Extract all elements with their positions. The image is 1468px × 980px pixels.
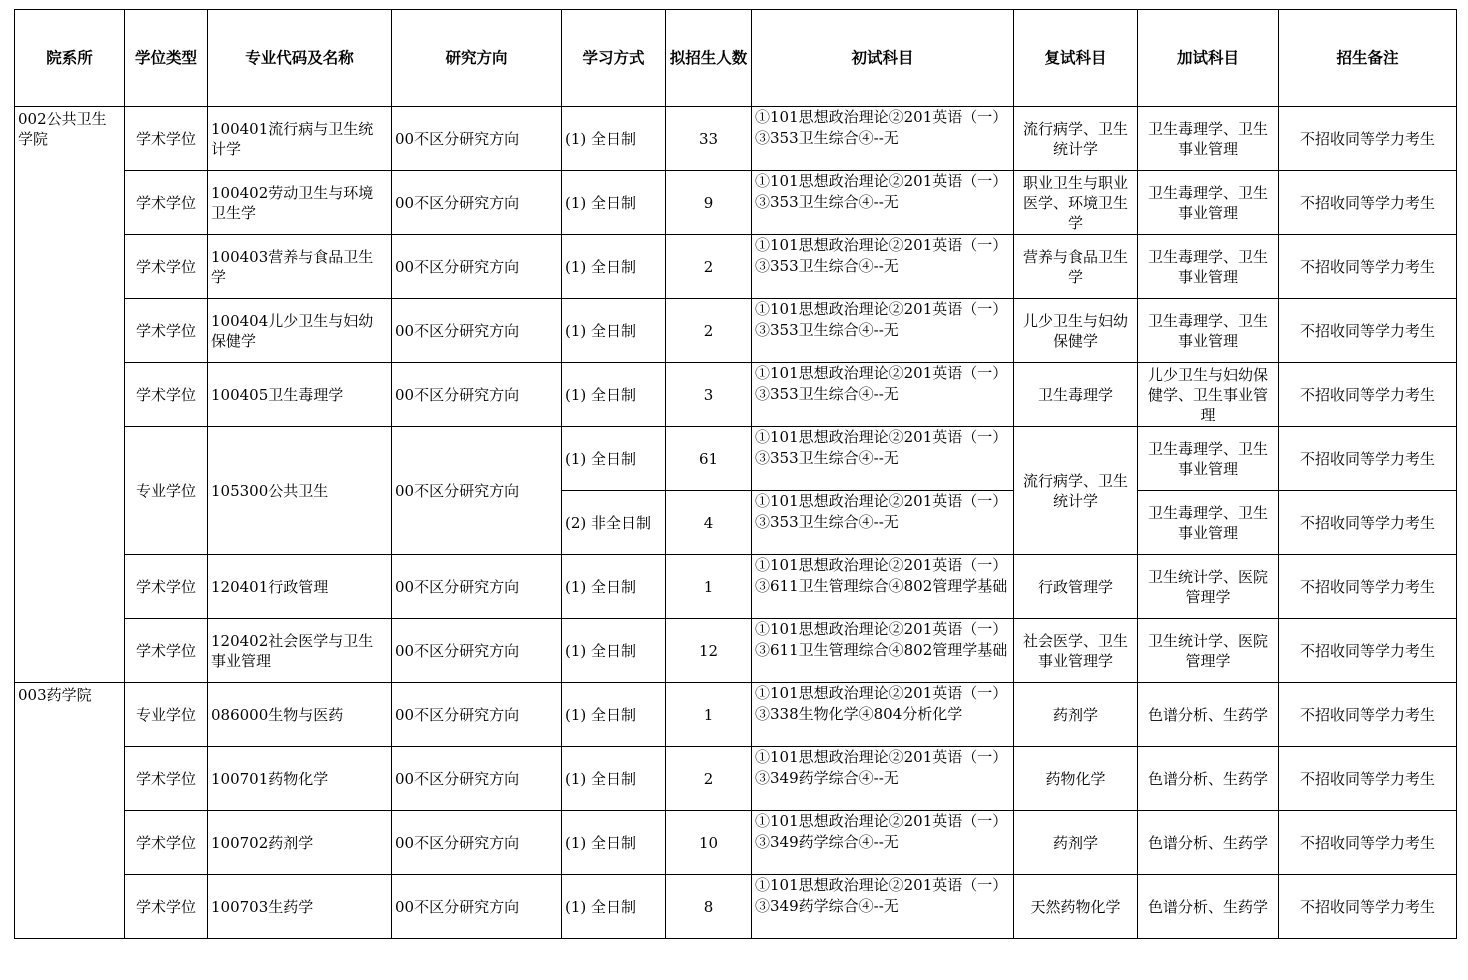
- extra-cell: 卫生毒理学、卫生事业管理: [1138, 171, 1279, 235]
- note-cell: 不招收同等学力考生: [1279, 811, 1457, 875]
- note-cell: 不招收同等学力考生: [1279, 427, 1457, 491]
- header-quota: 拟招生人数: [666, 10, 752, 107]
- degree-cell: 学术学位: [125, 171, 208, 235]
- table-row: [15, 683, 1457, 747]
- extra-cell: 色谱分析、生药学: [1138, 875, 1279, 939]
- header-extra: 加试科目: [1138, 10, 1279, 107]
- retest-cell: 流行病学、卫生统计学: [1014, 427, 1138, 555]
- degree-cell: 学术学位: [125, 235, 208, 299]
- quota-cell: 12: [666, 619, 752, 683]
- retest-cell: 流行病学、卫生统计学: [1014, 107, 1138, 171]
- exam-cell: ①101思想政治理论②201英语（一）③338生物化学④804分析化学: [752, 683, 1014, 747]
- school-cell: 002公共卫生学院: [15, 107, 125, 683]
- direction-cell: 00不区分研究方向: [392, 555, 562, 619]
- degree-cell: 专业学位: [125, 683, 208, 747]
- major-cell: 100404儿少卫生与妇幼保健学: [208, 299, 392, 363]
- mode-cell: (1) 全日制: [562, 107, 666, 171]
- degree-cell: 学术学位: [125, 299, 208, 363]
- exam-cell: ①101思想政治理论②201英语（一）③353卫生综合④--无: [752, 107, 1014, 171]
- major-cell: 100403营养与食品卫生学: [208, 235, 392, 299]
- major-cell: 086000生物与医药: [208, 683, 392, 747]
- exam-cell: ①101思想政治理论②201英语（一）③353卫生综合④--无: [752, 427, 1014, 491]
- quota-cell: 2: [666, 299, 752, 363]
- note-cell: 不招收同等学力考生: [1279, 875, 1457, 939]
- header-exam: 初试科目: [752, 10, 1014, 107]
- retest-cell: 药物化学: [1014, 747, 1138, 811]
- mode-cell: (1) 全日制: [562, 811, 666, 875]
- table-row: [15, 555, 1457, 619]
- retest-cell: 药剂学: [1014, 811, 1138, 875]
- quota-cell: 4: [666, 491, 752, 555]
- direction-cell: 00不区分研究方向: [392, 619, 562, 683]
- extra-cell: 色谱分析、生药学: [1138, 811, 1279, 875]
- major-cell: 100402劳动卫生与环境卫生学: [208, 171, 392, 235]
- major-cell: 100702药剂学: [208, 811, 392, 875]
- major-cell: 120401行政管理: [208, 555, 392, 619]
- mode-cell: (2) 非全日制: [562, 491, 666, 555]
- retest-cell: 卫生毒理学: [1014, 363, 1138, 427]
- quota-cell: 8: [666, 875, 752, 939]
- extra-cell: 卫生毒理学、卫生事业管理: [1138, 491, 1279, 555]
- mode-cell: (1) 全日制: [562, 235, 666, 299]
- note-cell: 不招收同等学力考生: [1279, 747, 1457, 811]
- mode-cell: (1) 全日制: [562, 299, 666, 363]
- retest-cell: 儿少卫生与妇幼保健学: [1014, 299, 1138, 363]
- direction-cell: 00不区分研究方向: [392, 363, 562, 427]
- table-row: [15, 747, 1457, 811]
- mode-cell: (1) 全日制: [562, 427, 666, 491]
- exam-cell: ①101思想政治理论②201英语（一）③353卫生综合④--无: [752, 363, 1014, 427]
- table-row: [15, 171, 1457, 235]
- quota-cell: 1: [666, 683, 752, 747]
- table-row: [15, 619, 1457, 683]
- extra-cell: 儿少卫生与妇幼保健学、卫生事业管理: [1138, 363, 1279, 427]
- quota-cell: 2: [666, 747, 752, 811]
- extra-cell: 卫生统计学、医院管理学: [1138, 555, 1279, 619]
- header-retest: 复试科目: [1014, 10, 1138, 107]
- note-cell: 不招收同等学力考生: [1279, 235, 1457, 299]
- mode-cell: (1) 全日制: [562, 747, 666, 811]
- degree-cell: 学术学位: [125, 363, 208, 427]
- exam-cell: ①101思想政治理论②201英语（一）③353卫生综合④--无: [752, 491, 1014, 555]
- header-degree-type: 学位类型: [125, 10, 208, 107]
- exam-cell: ①101思想政治理论②201英语（一）③353卫生综合④--无: [752, 171, 1014, 235]
- note-cell: 不招收同等学力考生: [1279, 619, 1457, 683]
- header-notes: 招生备注: [1279, 10, 1457, 107]
- retest-cell: 药剂学: [1014, 683, 1138, 747]
- degree-cell: 学术学位: [125, 619, 208, 683]
- direction-cell: 00不区分研究方向: [392, 683, 562, 747]
- table-row: [15, 363, 1457, 427]
- note-cell: 不招收同等学力考生: [1279, 555, 1457, 619]
- retest-cell: 天然药物化学: [1014, 875, 1138, 939]
- degree-cell: 学术学位: [125, 107, 208, 171]
- extra-cell: 色谱分析、生药学: [1138, 747, 1279, 811]
- quota-cell: 3: [666, 363, 752, 427]
- degree-cell: 学术学位: [125, 811, 208, 875]
- retest-cell: 社会医学、卫生事业管理学: [1014, 619, 1138, 683]
- degree-cell: 学术学位: [125, 747, 208, 811]
- quota-cell: 33: [666, 107, 752, 171]
- table-row: [15, 875, 1457, 939]
- school-cell: 003药学院: [15, 683, 125, 939]
- major-cell: 100401流行病与卫生统计学: [208, 107, 392, 171]
- extra-cell: 卫生毒理学、卫生事业管理: [1138, 299, 1279, 363]
- degree-cell: 学术学位: [125, 875, 208, 939]
- quota-cell: 9: [666, 171, 752, 235]
- table-row: [15, 299, 1457, 363]
- major-cell: 100405卫生毒理学: [208, 363, 392, 427]
- mode-cell: (1) 全日制: [562, 683, 666, 747]
- table-row: [15, 235, 1457, 299]
- note-cell: 不招收同等学力考生: [1279, 171, 1457, 235]
- exam-cell: ①101思想政治理论②201英语（一）③349药学综合④--无: [752, 747, 1014, 811]
- direction-cell: 00不区分研究方向: [392, 171, 562, 235]
- retest-cell: 职业卫生与职业医学、环境卫生学: [1014, 171, 1138, 235]
- quota-cell: 10: [666, 811, 752, 875]
- table-row: [15, 107, 1457, 171]
- extra-cell: 卫生毒理学、卫生事业管理: [1138, 427, 1279, 491]
- exam-cell: ①101思想政治理论②201英语（一）③611卫生管理综合④802管理学基础: [752, 619, 1014, 683]
- major-cell: 120402社会医学与卫生事业管理: [208, 619, 392, 683]
- mode-cell: (1) 全日制: [562, 619, 666, 683]
- extra-cell: 色谱分析、生药学: [1138, 683, 1279, 747]
- exam-cell: ①101思想政治理论②201英语（一）③353卫生综合④--无: [752, 299, 1014, 363]
- table-row: [15, 427, 1457, 491]
- direction-cell: 00不区分研究方向: [392, 427, 562, 555]
- header-school: 院系所: [15, 10, 125, 107]
- mode-cell: (1) 全日制: [562, 363, 666, 427]
- header-major: 专业代码及名称: [208, 10, 392, 107]
- table-row: [15, 811, 1457, 875]
- note-cell: 不招收同等学力考生: [1279, 491, 1457, 555]
- exam-cell: ①101思想政治理论②201英语（一）③611卫生管理综合④802管理学基础: [752, 555, 1014, 619]
- direction-cell: 00不区分研究方向: [392, 875, 562, 939]
- mode-cell: (1) 全日制: [562, 171, 666, 235]
- extra-cell: 卫生毒理学、卫生事业管理: [1138, 107, 1279, 171]
- retest-cell: 营养与食品卫生学: [1014, 235, 1138, 299]
- quota-cell: 2: [666, 235, 752, 299]
- direction-cell: 00不区分研究方向: [392, 747, 562, 811]
- mode-cell: (1) 全日制: [562, 555, 666, 619]
- degree-cell: 学术学位: [125, 555, 208, 619]
- direction-cell: 00不区分研究方向: [392, 235, 562, 299]
- header-direction: 研究方向: [392, 10, 562, 107]
- quota-cell: 61: [666, 427, 752, 491]
- note-cell: 不招收同等学力考生: [1279, 683, 1457, 747]
- admissions-table: [14, 9, 1457, 939]
- mode-cell: (1) 全日制: [562, 875, 666, 939]
- major-cell: 100701药物化学: [208, 747, 392, 811]
- major-cell: 100703生药学: [208, 875, 392, 939]
- extra-cell: 卫生统计学、医院管理学: [1138, 619, 1279, 683]
- major-cell: 105300公共卫生: [208, 427, 392, 555]
- extra-cell: 卫生毒理学、卫生事业管理: [1138, 235, 1279, 299]
- exam-cell: ①101思想政治理论②201英语（一）③349药学综合④--无: [752, 875, 1014, 939]
- header-study-mode: 学习方式: [562, 10, 666, 107]
- header-row: [15, 10, 1457, 107]
- direction-cell: 00不区分研究方向: [392, 811, 562, 875]
- note-cell: 不招收同等学力考生: [1279, 107, 1457, 171]
- retest-cell: 行政管理学: [1014, 555, 1138, 619]
- degree-cell: 专业学位: [125, 427, 208, 555]
- direction-cell: 00不区分研究方向: [392, 107, 562, 171]
- note-cell: 不招收同等学力考生: [1279, 299, 1457, 363]
- exam-cell: ①101思想政治理论②201英语（一）③353卫生综合④--无: [752, 235, 1014, 299]
- note-cell: 不招收同等学力考生: [1279, 363, 1457, 427]
- exam-cell: ①101思想政治理论②201英语（一）③349药学综合④--无: [752, 811, 1014, 875]
- quota-cell: 1: [666, 555, 752, 619]
- direction-cell: 00不区分研究方向: [392, 299, 562, 363]
